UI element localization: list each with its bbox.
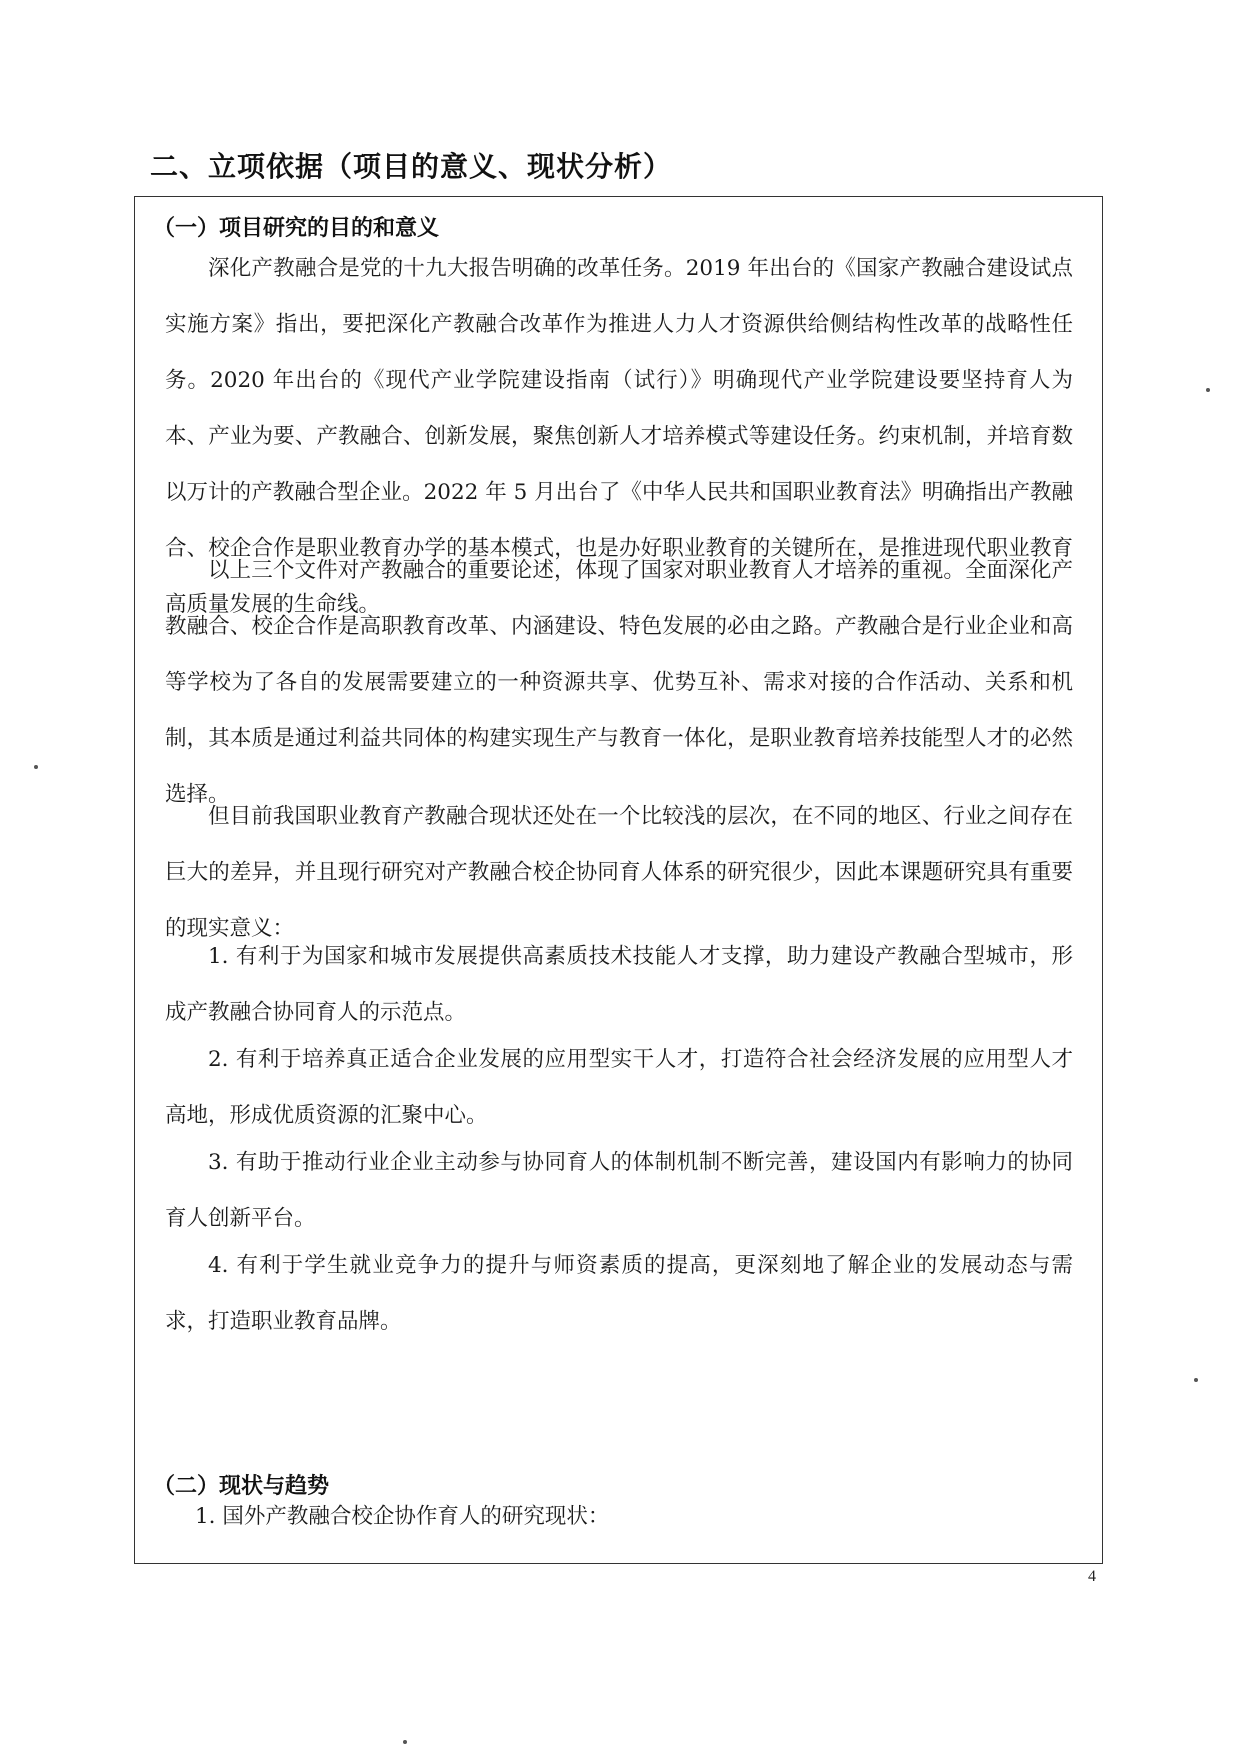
section-heading: 二、立项依据（项目的意义、现状分析） — [150, 150, 673, 183]
part2-item-1: 1. 国外产教融合校企协作育人的研究现状： — [195, 1504, 610, 1529]
scan-speck — [1206, 388, 1210, 392]
paragraph-current-situation: 但目前我国职业教育产教融合现状还处在一个比较浅的层次，在不同的地区、行业之间存在巨大的差异，并且现行研究对产教融合校企协同育人体系的研究很少，因此本课题研究具有重要的现实意义： — [165, 804, 1073, 941]
list-item-significance-3: 3. 有助于推动行业企业主动参与协同育人的体制机制不断完善，建设国内有影响力的协同育人创新平台。 — [165, 1150, 1073, 1231]
paragraph-documents-summary: 以上三个文件对产教融合的重要论述，体现了国家对职业教育人才培养的重视。全面深化产教融合、校企合作是高职教育改革、内涵建设、特色发展的必由之路。产教融合是行业企业和高等学校为了各自的发展需要建立的一种资源共享、优势互补、需求对接的合作活动、关系和机制，其本质是通过利益共同体的构建实现生产与教育一体化，是职业教育培养技能型人才的必然选择。 — [165, 558, 1073, 807]
part1-heading: （一）项目研究的目的和意义 — [153, 216, 440, 241]
part2-heading: （二）现状与趋势 — [153, 1474, 330, 1499]
page-number: 4 — [1088, 1568, 1096, 1585]
scan-speck — [34, 765, 38, 769]
list-item-significance-1: 1. 有利于为国家和城市发展提供高素质技术技能人才支撑，助力建设产教融合型城市，形成产教融合协同育人的示范点。 — [165, 944, 1073, 1025]
list-item-significance-4: 4. 有利于学生就业竞争力的提升与师资素质的提高，更深刻地了解企业的发展动态与需求，打造职业教育品牌。 — [165, 1253, 1073, 1334]
list-item-significance-2: 2. 有利于培养真正适合企业发展的应用型实干人才，打造符合社会经济发展的应用型人才高地，形成优质资源的汇聚中心。 — [165, 1047, 1073, 1128]
content-box — [134, 196, 1103, 1564]
paragraph-significance: 深化产教融合是党的十九大报告明确的改革任务。2019 年出台的《国家产教融合建设试点实施方案》指出，要把深化产教融合改革作为推进人力人才资源供给侧结构性改革的战略性任务。2020 年出台的《现代产业学院建设指南（试行）》明确现代产业学院建设要坚持育人为本、产业为要、产教融合、创新发展，聚焦创新人才培养模式等建设任务。约束机制，并培育数以万计的产教融合型企业。2022 年 5 月出台了《中华人民共和国职业教育法》明确指出产教融合、校企合作是职业教育办学的基本模式，也是办好职业教育的关键所在，是推进现代职业教育高质量发展的生命线。 — [165, 256, 1073, 617]
scan-speck — [403, 1740, 407, 1744]
scan-speck — [1194, 1378, 1198, 1382]
